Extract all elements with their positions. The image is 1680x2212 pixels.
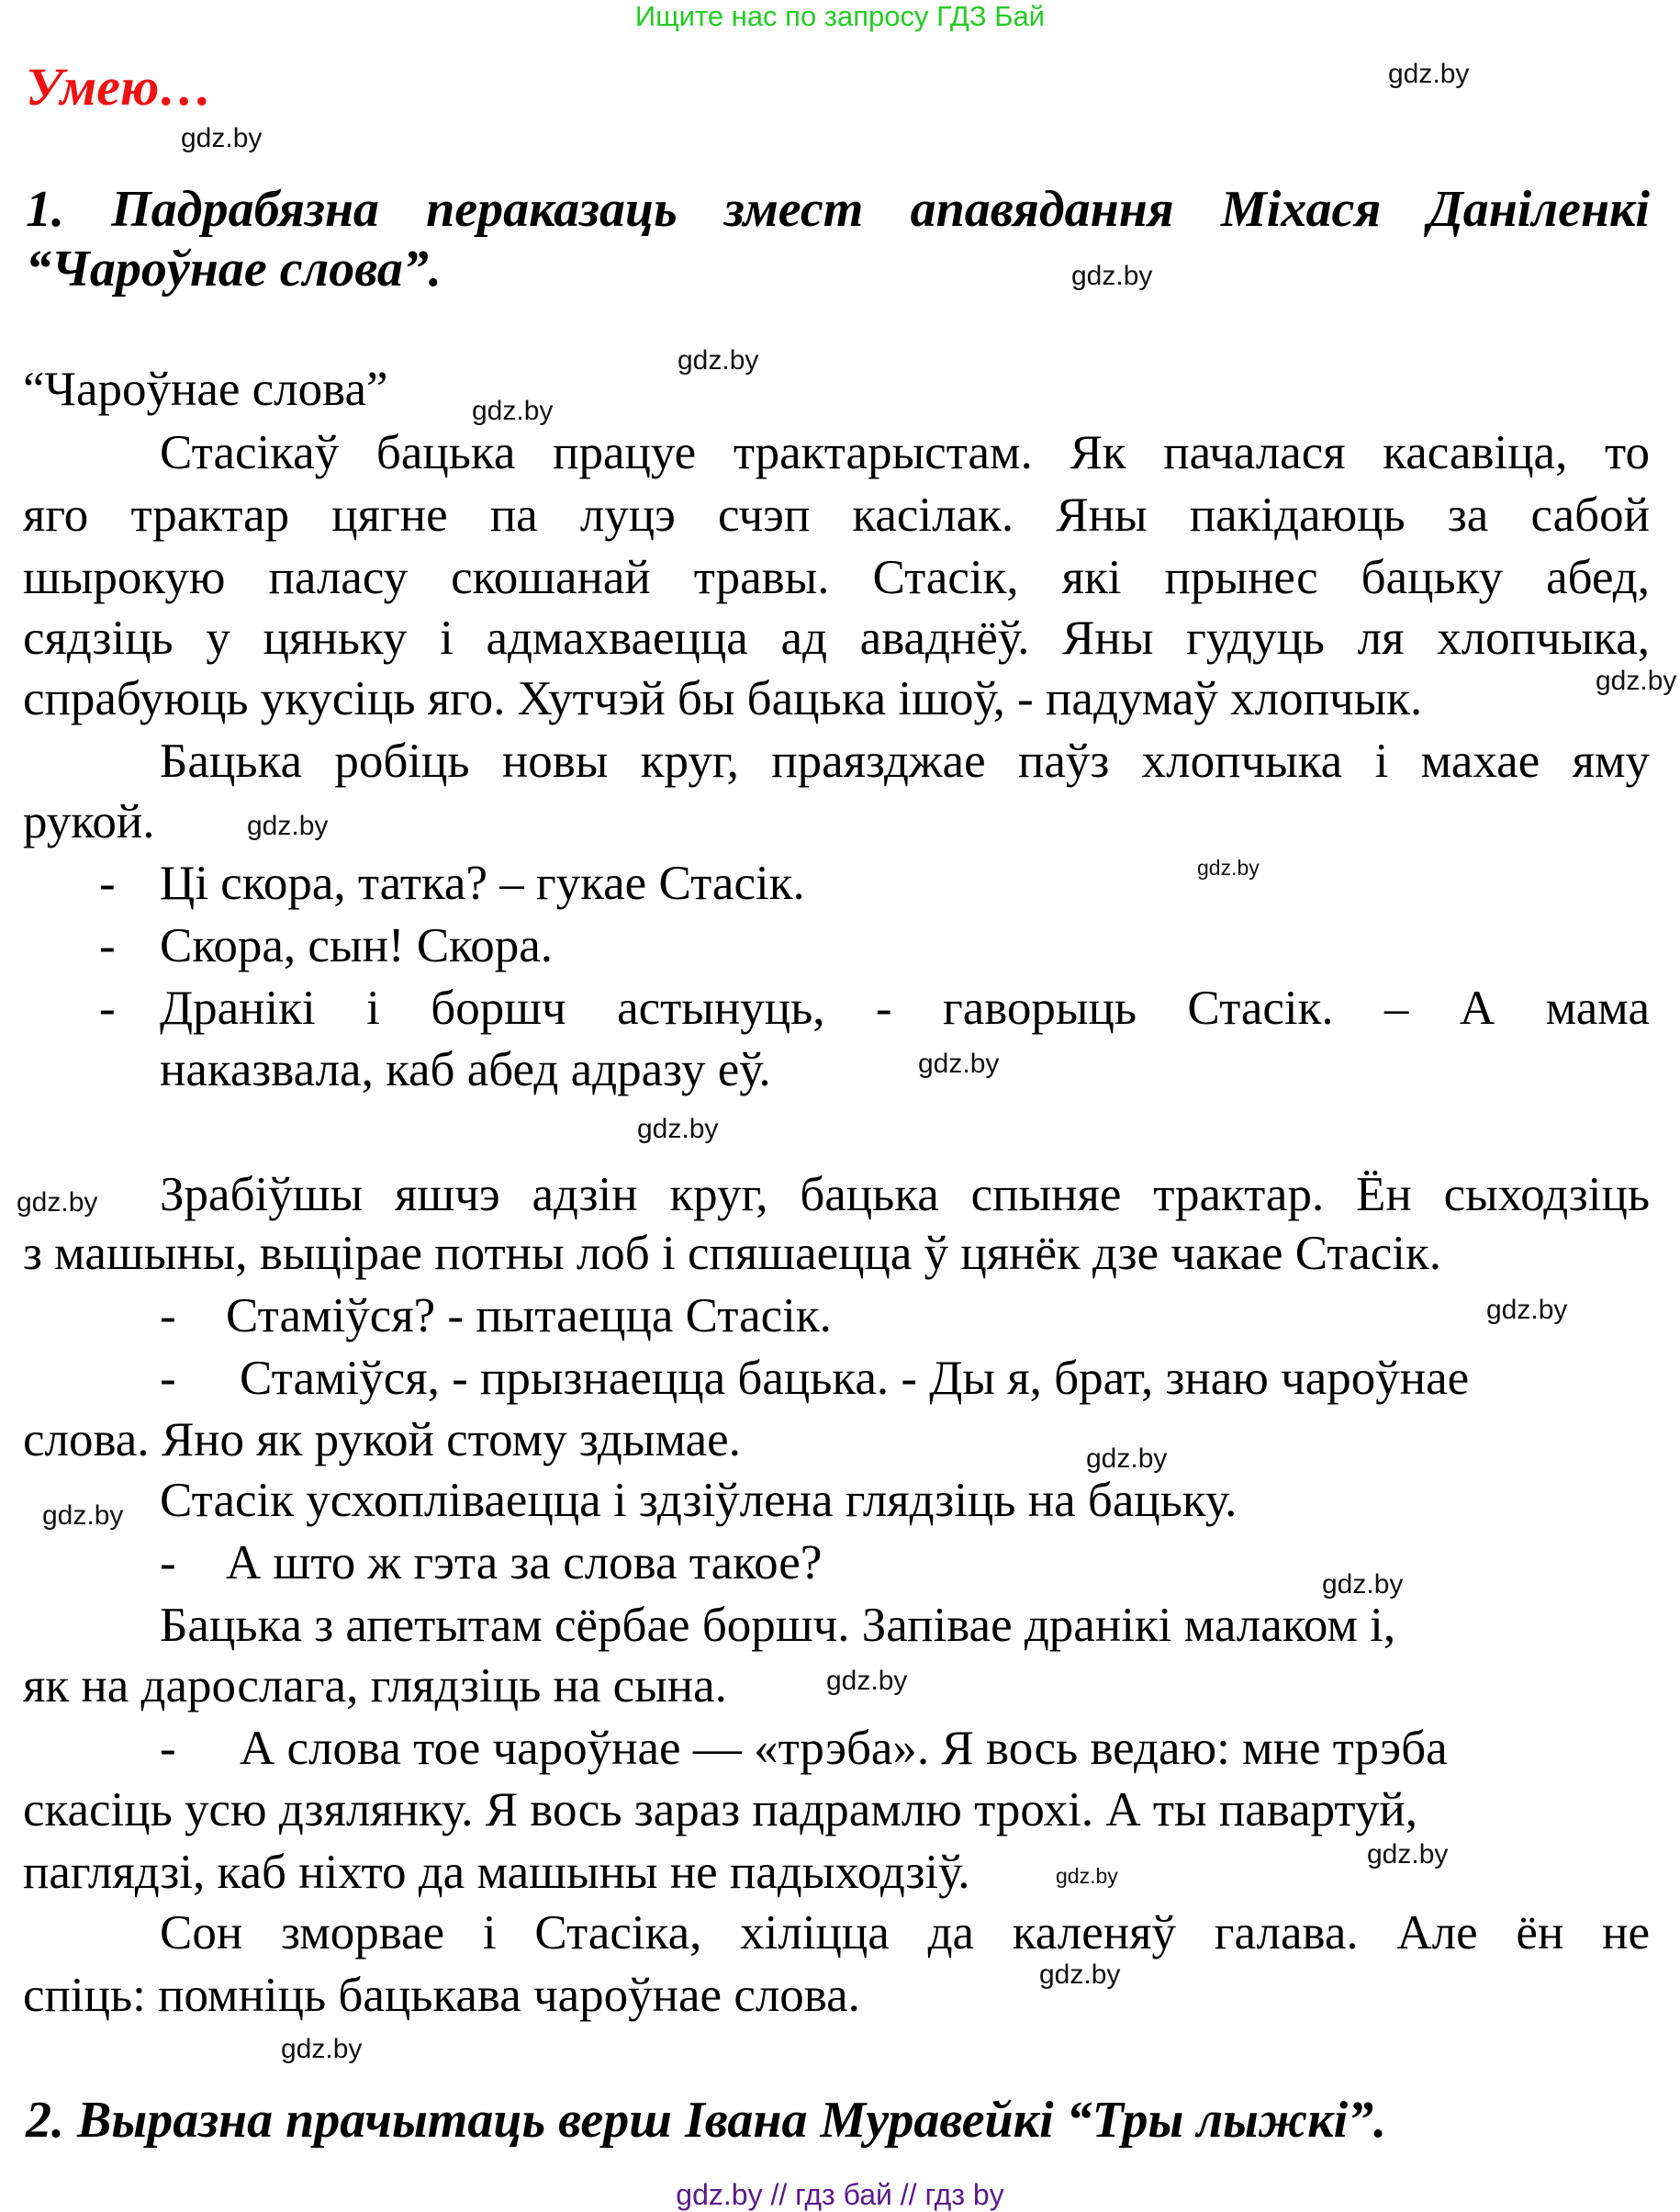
watermark: gdz.by (247, 811, 329, 841)
search-banner: Ищите нас по запросу ГДЗ Бай (634, 0, 1046, 32)
dialogue-dash: - (160, 1722, 176, 1775)
story-line: Ці скора, татка? – гукае Стасік. (160, 857, 805, 910)
story-line: спіць: помніць бацькава чароўнае слова. (23, 1969, 860, 2022)
story-line: Стаміўся, - прызнаецца бацька. - Ды я, брат, знаю чароўнае (240, 1352, 1470, 1405)
story-line: Стасікаў бацька працуе трактарыстам. Як пачалася касавіца, то (160, 426, 1650, 479)
story-line: Стасік усхопліваецца і здзіўлена глядзіць на бацьку. (160, 1474, 1238, 1527)
watermark: gdz.by (42, 1500, 124, 1531)
story-line: Бацька з апетытам сёрбае боршч. Запівае дранікі малаком і, (160, 1599, 1396, 1652)
story-line: Бацька робіць новы круг, праязджае паўз хлопчыка і махае яму (160, 735, 1650, 788)
story-line: рукой. (23, 795, 155, 848)
story-line: спрабуюць укусіць яго. Хутчэй бы бацька ішоў, - падумаў хлопчык. (23, 672, 1423, 725)
story-line: наказвала, каб абед адразу еў. (160, 1043, 771, 1096)
dialogue-dash: - (160, 1352, 176, 1405)
watermark: gdz.by (678, 345, 759, 376)
story-title: “Чароўнае слова” (23, 363, 388, 416)
watermark: gdz.by (1086, 1443, 1168, 1474)
story-line: Сон зморвае і Стасіка, хіліцца да каленяў галава. Але ён не (160, 1906, 1650, 1959)
watermark: gdz.by (1056, 1864, 1118, 1888)
story-line: яго трактар цягне па луцэ счэп касілак. Яны пакідаюць за сабой (23, 488, 1650, 542)
watermark: gdz.by (1596, 666, 1677, 696)
watermark: gdz.by (1367, 1839, 1449, 1870)
story-line: Стаміўся? - пытаецца Стасік. (226, 1289, 832, 1342)
story-line: шырокую паласу скошанай травы. Стасік, які прынес бацьку абед, (23, 551, 1650, 604)
story-line: Дранікі і боршч астынуць, - гаворыць Стасік. – А мама (160, 982, 1650, 1035)
watermark: gdz.by (181, 123, 263, 153)
story-line: паглядзі, каб ніхто да машыны не падыходзіў. (23, 1846, 970, 1899)
story-line: А што ж гэта за слова такое? (226, 1536, 823, 1589)
story-line: слова. Яно як рукой стому здымае. (23, 1413, 741, 1466)
story-line: Скора, сын! Скора. (160, 919, 554, 972)
task-1-line-1: 1. Падрабязна пераказаць змест апавядання Міхася Даніленкі (26, 181, 1650, 238)
task-2: 2. Выразна прачытаць верш Івана Муравейкі “Тры лыжкі”. (26, 2092, 1387, 2149)
section-title: Умею… (26, 57, 213, 117)
story-line: з машыны, выцірае потны лоб і спяшаецца ў цянёк дзе чакае Стасік. (23, 1227, 1441, 1280)
watermark: gdz.by (1039, 1959, 1121, 1990)
dialogue-dash: - (99, 919, 116, 972)
story-line: скасіць усю дзялянку. Я вось зараз падрамлю трохі. А ты павартуй, (23, 1783, 1417, 1836)
story-line: сядзіць у цяньку і адмахваецца ад аваднёў. Яны гудуць ля хлопчыка, (23, 612, 1650, 665)
watermark: gdz.by (1486, 1295, 1568, 1325)
watermark: gdz.by (1388, 59, 1470, 89)
story-line: А слова тое чароўнае — «трэба». Я вось ведаю: мне трэба (240, 1722, 1448, 1775)
watermark: gdz.by (1322, 1569, 1404, 1600)
task-1-line-2: “Чароўнае слова”. (26, 241, 442, 298)
watermark: gdz.by (637, 1114, 719, 1144)
watermark: gdz.by (826, 1666, 908, 1696)
watermark: gdz.by (17, 1187, 98, 1218)
dialogue-dash: - (160, 1289, 176, 1342)
dialogue-dash: - (160, 1536, 176, 1589)
watermark: gdz.by (1197, 856, 1260, 880)
dialogue-dash: - (99, 982, 116, 1035)
story-line: Зрабіўшы яшчэ адзін круг, бацька спыняе трактар. Ён сыходзіць (160, 1168, 1650, 1221)
watermark: gdz.by (918, 1049, 1000, 1079)
watermark: gdz.by (1071, 261, 1153, 291)
dialogue-dash: - (99, 857, 116, 910)
story-line: як на дарослага, глядзіць на сына. (23, 1659, 727, 1712)
footer-links[interactable]: gdz.by // гдз бай // гдз by (676, 2178, 1004, 2211)
watermark: gdz.by (472, 396, 554, 426)
watermark: gdz.by (281, 2034, 363, 2064)
